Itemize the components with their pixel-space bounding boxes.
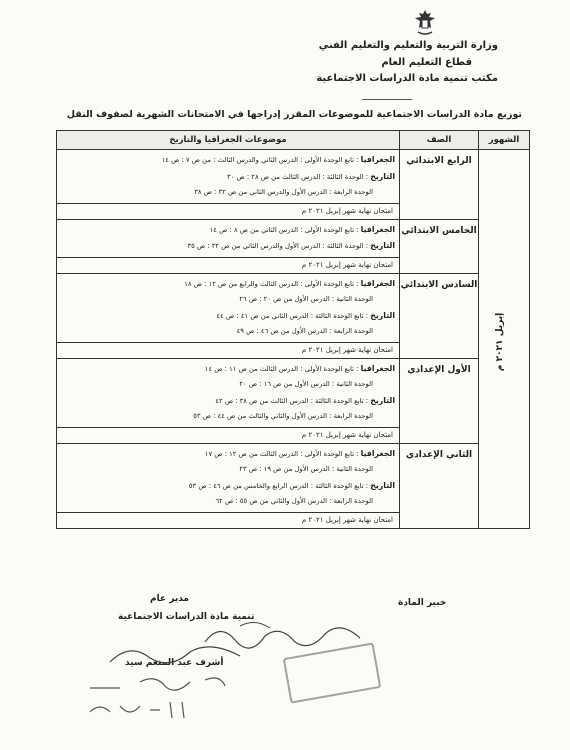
header-grade: الصف <box>400 131 479 150</box>
topic-line <box>61 377 395 393</box>
topic-text: : تابع الوحدة الأولى : الدرس الثالث من ص ١٢ : ص ١٧ <box>204 449 361 458</box>
topic-text: الوحدة الرابعة : الدرس الأول والثاني والثالث من ص ٤٤ : ص ٥٣ <box>193 412 373 420</box>
header-topics: موضوعات الجغرافيا والتاريخ <box>57 131 400 150</box>
topic-text: الوحدة الرابعة : الدرس الأول والثاني من ص ٥٥ : ص ٦٢ <box>215 497 373 505</box>
subject-label: الجغرافيا <box>360 448 395 458</box>
topic-line <box>61 462 395 478</box>
topic-text: الوحدة الثانية : الدرس الأول من ص ٢٠ : ص ٢٦ <box>239 295 373 303</box>
topic-line <box>61 152 395 169</box>
topic-line <box>61 393 395 410</box>
subject-label: التاريخ <box>370 310 395 320</box>
director-department: تنمية مادة الدراسات الاجتماعية <box>118 612 255 622</box>
topic-text: الوحدة الثانية : الدرس الأول من ص ١٦ : ص ٢٠ <box>239 380 373 388</box>
grade-cell: الرابع الابتدائي <box>400 150 479 220</box>
topic-text: : الوحدة الثالثة : الدرس الثالث من ص ٢٨ : ص ٣٠ <box>226 172 371 181</box>
grade-cell: الثاني الإعدادي <box>400 443 479 528</box>
grade-cell: الأول الإعدادي <box>400 358 479 443</box>
exam-note: امتحان نهاية شهر إبريل ٢٠٢١ م <box>57 342 400 358</box>
topic-line <box>61 324 395 340</box>
exam-note: امتحان نهاية شهر إبريل ٢٠٢١ م <box>57 427 400 443</box>
director-name: أشرف عبد المنعم سيد <box>125 658 224 668</box>
table-row <box>57 358 530 427</box>
table-row <box>57 150 530 204</box>
subject-label: التاريخ <box>370 395 395 405</box>
grade-cell: السادس الابتدائي <box>400 273 479 358</box>
topic-text: : تابع الوحدة الثالثة : الدرس الثالث من ص ٣٨ : ص ٤٢ <box>215 396 371 405</box>
topic-text: الوحدة الثانية : الدرس الأول من ص ١٩ : ص ٢٣ <box>239 465 373 473</box>
month-label: إبريل ٢٠٢١ م <box>494 313 505 372</box>
topics-cell <box>57 273 400 342</box>
topic-line <box>61 169 395 186</box>
topic-text: : تابع الوحدة الثالثة : الدرس الرابع والخامس من ص ٤٦ : ص ٥٣ <box>188 481 371 490</box>
topic-line <box>61 308 395 325</box>
exam-note: امتحان نهاية شهر إبريل ٢٠٢١ م <box>57 203 400 219</box>
topic-line <box>61 478 395 495</box>
topic-line <box>61 276 395 293</box>
subject-label: الجغرافيا <box>360 278 395 288</box>
topic-text: الوحدة الرابعة : الدرس الأول والدرس الثاني من ص ٣٢ : ص ٣٨ <box>194 188 373 196</box>
subject-label: الجغرافيا <box>360 224 395 234</box>
expert-title: خبير المادة <box>398 598 447 608</box>
subject-label: التاريخ <box>370 171 395 181</box>
topics-cell <box>57 219 400 257</box>
topic-line <box>61 409 395 425</box>
subject-label: التاريخ <box>370 241 395 250</box>
table-row <box>57 219 530 257</box>
topics-cell <box>57 358 400 427</box>
topic-line <box>61 292 395 308</box>
month-cell <box>479 150 530 529</box>
topics-cell <box>57 150 400 204</box>
handwritten-date-icon <box>80 672 230 727</box>
document-title: توزيع مادة الدراسات الاجتماعية للموضوعات المقرر إدراجها في الامتحانات الشهرية لصفوف النقل <box>66 109 522 120</box>
topic-line <box>61 361 395 378</box>
header-month: الشهور <box>479 131 530 150</box>
topic-text: : تابع الوحدة الأولى : الدرس الثالث والرابع من ص ١٢ : ص ١٨ <box>184 279 361 288</box>
eagle-emblem-icon <box>412 8 438 38</box>
schedule-table <box>56 130 530 529</box>
topic-line <box>61 446 395 463</box>
topic-text: : تابع الوحدة الثالثة : الدرس الثاني من ص ٤١ : ص ٤٤ <box>216 311 371 320</box>
topics-cell <box>57 443 400 512</box>
topic-text: : الوحدة الثالثة : الدرس الأول والدرس الثاني من ص ٣٢ : ص ٣٥ <box>187 242 371 250</box>
topic-line <box>61 222 395 239</box>
topic-line <box>61 238 395 255</box>
table-header-row <box>57 131 530 150</box>
table-row <box>57 273 530 342</box>
grade-cell: الخامس الابتدائي <box>400 219 479 273</box>
subject-label: الجغرافيا <box>360 363 395 373</box>
director-title: مدير عام <box>150 594 190 604</box>
exam-note: امتحان نهاية شهر إبريل ٢٠٢١ م <box>57 257 400 273</box>
office-name: مكتب تنمية مادة الدراسات الاجتماعية <box>316 73 498 84</box>
exam-note: امتحان نهاية شهر إبريل ٢٠٢١ م <box>57 512 400 528</box>
header-divider <box>362 99 412 100</box>
ministry-name: وزارة التربية والتعليم والتعليم الفني <box>318 40 498 51</box>
topic-line <box>61 185 395 201</box>
topic-text: : تابع الوحدة الأولى : الدرس الثاني والدرس الثالث : من ص ٧ : ص ١٤ <box>161 156 361 164</box>
subject-label: الجغرافيا <box>360 155 395 164</box>
director-signature-icon <box>100 640 250 670</box>
topic-text: الوحدة الرابعة : الدرس الأول من ص ٤٦ : ص ٤٩ <box>236 327 373 335</box>
sector-name: قطاع التعليم العام <box>381 57 472 68</box>
subject-label: التاريخ <box>370 480 395 490</box>
topic-text: : تابع الوحدة الأولى : الدرس الثالث من ص ١١ : ص ١٤ <box>204 364 361 373</box>
topic-text: : تابع الوحدة الأولى : الدرس الثاني من ص ٨ : ص ١٤ <box>209 225 361 234</box>
topic-line <box>61 494 395 510</box>
table-row <box>57 443 530 512</box>
